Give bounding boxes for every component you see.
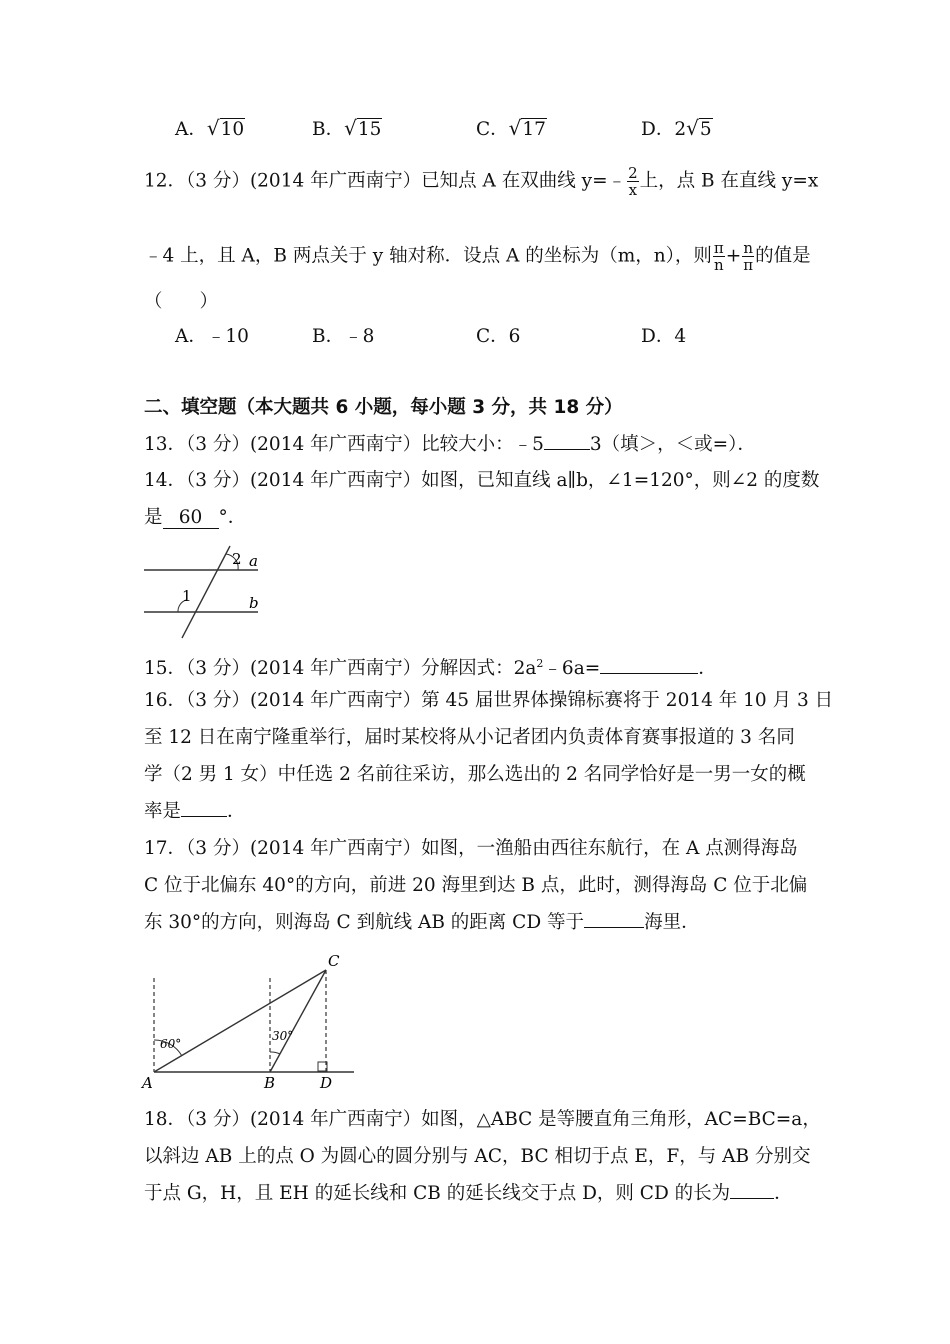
angle-60-label: 60°: [160, 1037, 182, 1051]
line-a-label: a: [249, 552, 258, 570]
q14-line-1: 14．（3 分）(2014 年广西南宁）如图，已知直线 a∥b，∠1=120°，则∠2 的度数: [144, 470, 820, 491]
q12-answer-paren: （ ）: [144, 291, 219, 312]
q16-line-3: 学（2 男 1 女）中任选 2 名前往采访，那么选出的 2 名同学恰好是一男一女的概: [144, 764, 806, 785]
q14-line-2: 是 60 °．: [144, 507, 247, 528]
q12-option-d: D．4: [641, 326, 687, 347]
q11-option-a: A．√10: [175, 116, 245, 140]
angle-30-label: 30°: [272, 1029, 294, 1043]
answer-blank: 60: [163, 508, 219, 529]
q17-line-3: 东 30°的方向，则海岛 C 到航线 AB 的距离 CD 等于 海里．: [144, 912, 700, 933]
fraction: $\frac{\pi}{n}$: [713, 239, 724, 274]
q18-line-3: 于点 G，H，且 EH 的延长线和 CB 的延长线交于点 D，则 CD 的长为 ．: [144, 1183, 793, 1204]
q12-line-2: ﹣4 上，且 A，B 两点关于 y 轴对称．设点 A 的坐标为（m，n），则 $\frac{\pi}{n}$ + $\frac{n}{\pi}$ 的值是: [144, 239, 811, 274]
q15: 15．（3 分）(2014 年广西南宁）分解因式：$2a^2﹣6a=$ ．: [144, 657, 717, 680]
sqrt-symbol: √5: [686, 116, 712, 140]
answer-blank: [730, 1198, 774, 1199]
angle-2-label: 2: [232, 550, 242, 568]
fraction: $\frac{n}{\pi}$: [743, 239, 754, 274]
q11-option-c: C．√17: [476, 116, 546, 140]
q12-option-b: B．﹣8: [312, 326, 375, 347]
point-a-label: A: [142, 1074, 153, 1092]
q11-option-b: B．√15: [312, 116, 382, 140]
sqrt-symbol: √17: [508, 116, 546, 140]
q17-island-figure: [140, 948, 370, 1093]
q14-parallel-lines-figure: [140, 542, 270, 642]
point-c-label: C: [328, 952, 340, 970]
point-b-label: B: [264, 1074, 276, 1092]
q17-line-1: 17．（3 分）(2014 年广西南宁）如图，一渔船由西往东航行，在 A 点测得海岛: [144, 838, 798, 859]
q12-line-1: 12．（3 分）(2014 年广西南宁）已知点 A 在双曲线 y=﹣ $\frac{2}{x}$ 上，点 B 在直线 y=x: [144, 164, 819, 199]
answer-blank: [584, 927, 644, 928]
answer-blank: [600, 673, 698, 674]
angle-1-label: 1: [182, 587, 192, 605]
q18-line-1: 18．（3 分）(2014 年广西南宁）如图，△ABC 是等腰直角三角形，AC=BC=a，: [144, 1109, 821, 1130]
sqrt-symbol: √10: [206, 116, 245, 140]
q16-line-2: 至 12 日在南宁隆重举行，届时某校将从小记者团内负责体育赛事报道的 3 名同: [144, 727, 795, 748]
q12-option-c: C．6: [476, 326, 521, 347]
q18-line-2: 以斜边 AB 上的点 O 为圆心的圆分别与 AC，BC 相切于点 E，F，与 AB 分别交: [144, 1146, 811, 1167]
segment-ac: [154, 970, 326, 1072]
q12-option-a: A．﹣10: [175, 326, 249, 347]
q17-line-2: C 位于北偏东 40°的方向，前进 20 海里到达 B 点，此时，测得海岛 C 位于北偏: [144, 875, 808, 896]
point-d-label: D: [320, 1074, 333, 1092]
q11-option-d: D．2√5: [641, 116, 712, 140]
segment-bc: [270, 970, 326, 1072]
sqrt-symbol: √15: [344, 116, 382, 140]
answer-blank: [181, 816, 227, 817]
answer-blank: [544, 449, 590, 450]
q16-line-4: 率是 ．: [144, 801, 246, 822]
fraction: $\frac{2}{x}$: [628, 164, 638, 199]
angle-30-arc: [270, 1052, 280, 1054]
section-2-title: 二、填空题（本大题共 6 小题，每小题 3 分，共 18 分）: [144, 397, 623, 418]
q13: 13．（3 分）(2014 年广西南宁）比较大小：﹣5 3（填＞，＜或=）．: [144, 434, 756, 455]
q16-line-1: 16．（3 分）(2014 年广西南宁）第 45 届世界体操锦标赛将于 2014 年 10 月 3 日: [144, 690, 834, 711]
line-b-label: b: [249, 594, 259, 612]
